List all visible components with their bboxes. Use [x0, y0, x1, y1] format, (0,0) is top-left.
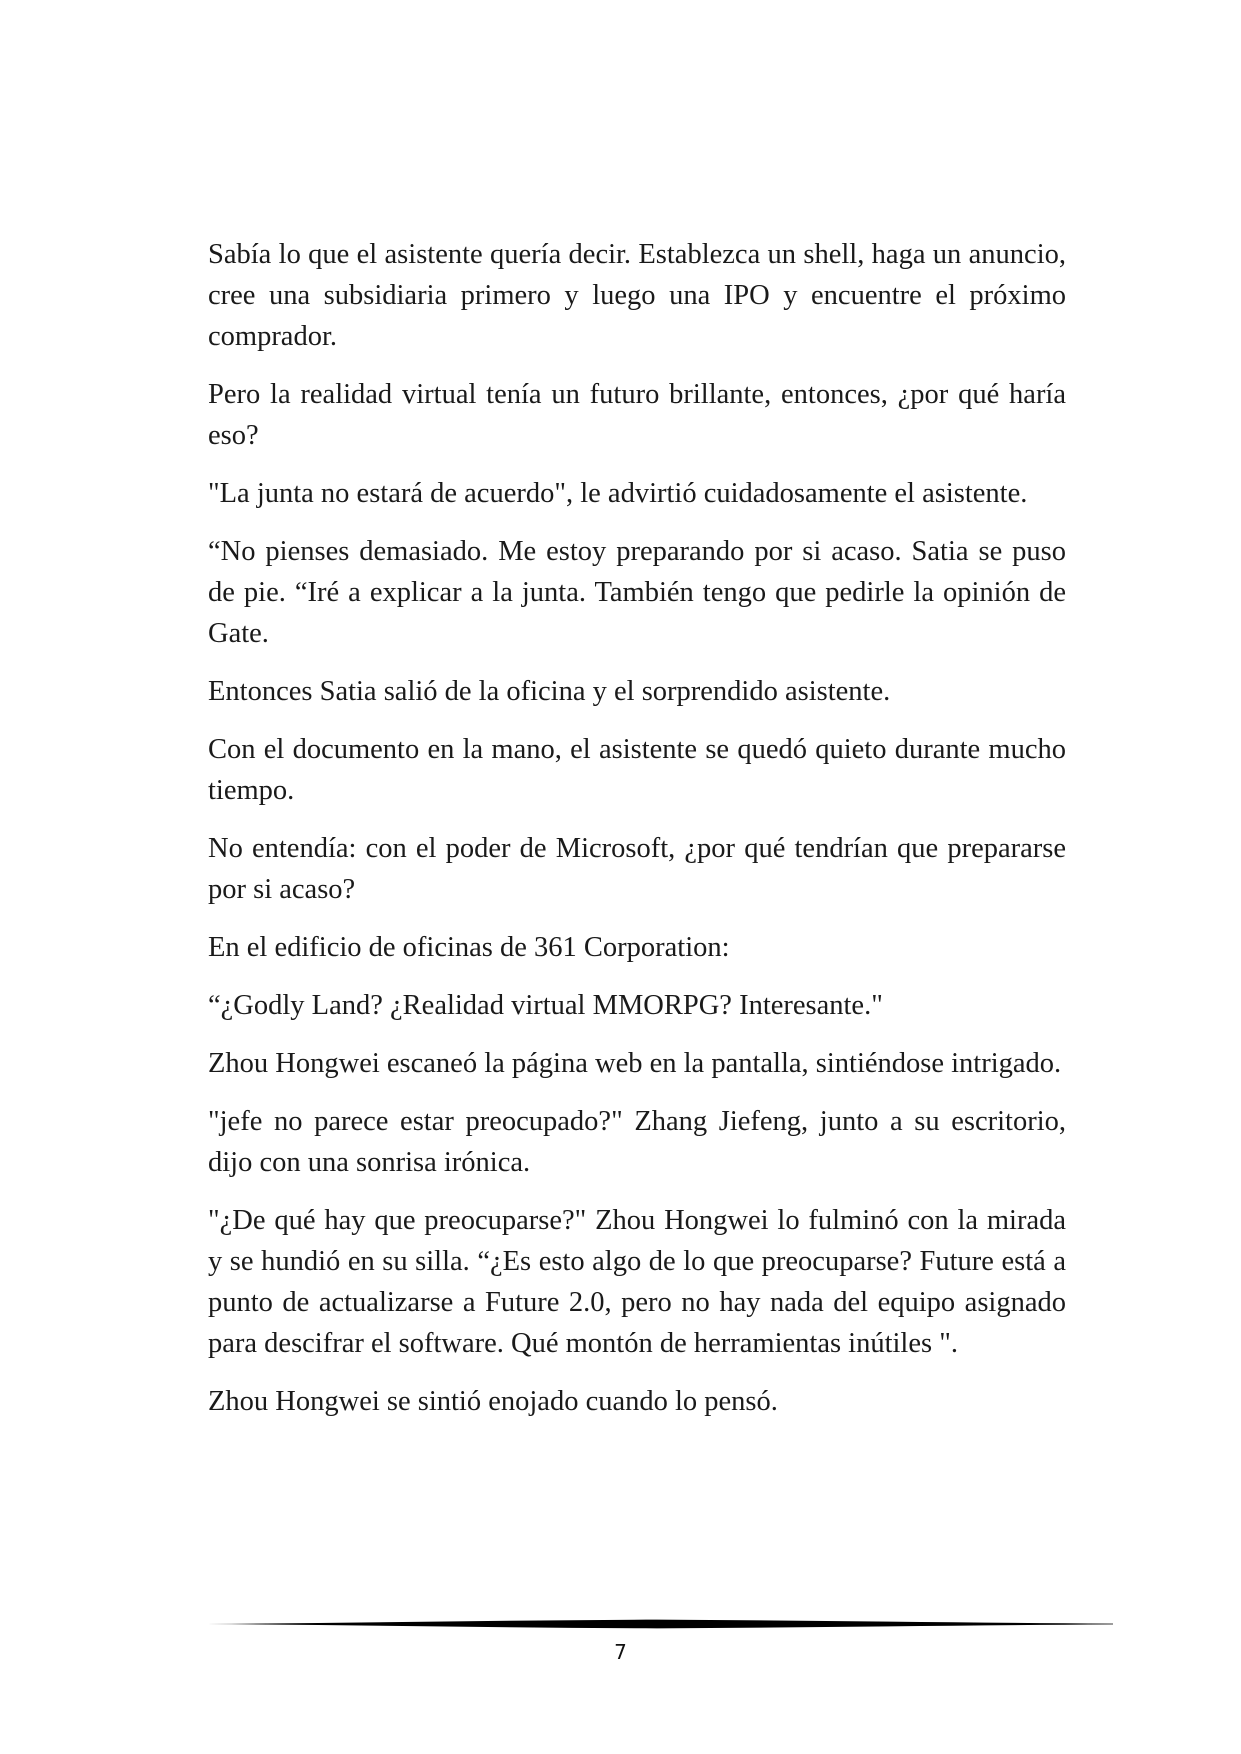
paragraph: "La junta no estará de acuerdo", le advirtió cuidadosamente el asistente. [208, 478, 1028, 509]
paragraph: "jefe no parece estar preocupado?" Zhang Jiefeng, junto a su escritorio, dijo con una sonrisa irónica. [208, 1106, 1066, 1178]
paragraph: Zhou Hongwei escaneó la página web en la pantalla, sintiéndose intrigado. [208, 1048, 1062, 1079]
paragraph: Entonces Satia salió de la oficina y el sorprendido asistente. [208, 676, 891, 707]
paragraph: Con el documento en la mano, el asistente se quedó quieto durante mucho tiempo. [208, 734, 1066, 806]
paragraph: En el edificio de oficinas de 361 Corporation: [208, 932, 730, 963]
paragraph: Zhou Hongwei se sintió enojado cuando lo pensó. [208, 1386, 778, 1417]
paragraph: “No pienses demasiado. Me estoy preparando por si acaso. Satia se puso de pie. “Iré a explicar a la junta. También tengo que pedirle la opinión de Gate. [208, 536, 1066, 649]
paragraph: No entendía: con el poder de Microsoft, ¿por qué tendrían que prepararse por si acaso? [208, 833, 1066, 905]
page-number: 7 [614, 1640, 627, 1664]
paragraph: Pero la realidad virtual tenía un futuro brillante, entonces, ¿por qué haría eso? [208, 379, 1066, 451]
body-text [208, 234, 1066, 1439]
paragraph: “¿Godly Land? ¿Realidad virtual MMORPG? Interesante." [208, 990, 883, 1021]
footer-divider [207, 1618, 1113, 1630]
paragraph: "¿De qué hay que preocuparse?" Zhou Hongwei lo fulminó con la mirada y se hundió en su silla. “¿Es esto algo de lo que preocuparse? Future está a punto de actualizarse a Future 2.0, pero no hay nada del equipo asignado para descifrar el software. Qué montón de herramientas inútiles ". [208, 1205, 1066, 1359]
paragraph: Sabía lo que el asistente quería decir. Establezca un shell, haga un anuncio, cree una subsidiaria primero y luego una IPO y encuentre el próximo comprador. [208, 239, 1066, 352]
